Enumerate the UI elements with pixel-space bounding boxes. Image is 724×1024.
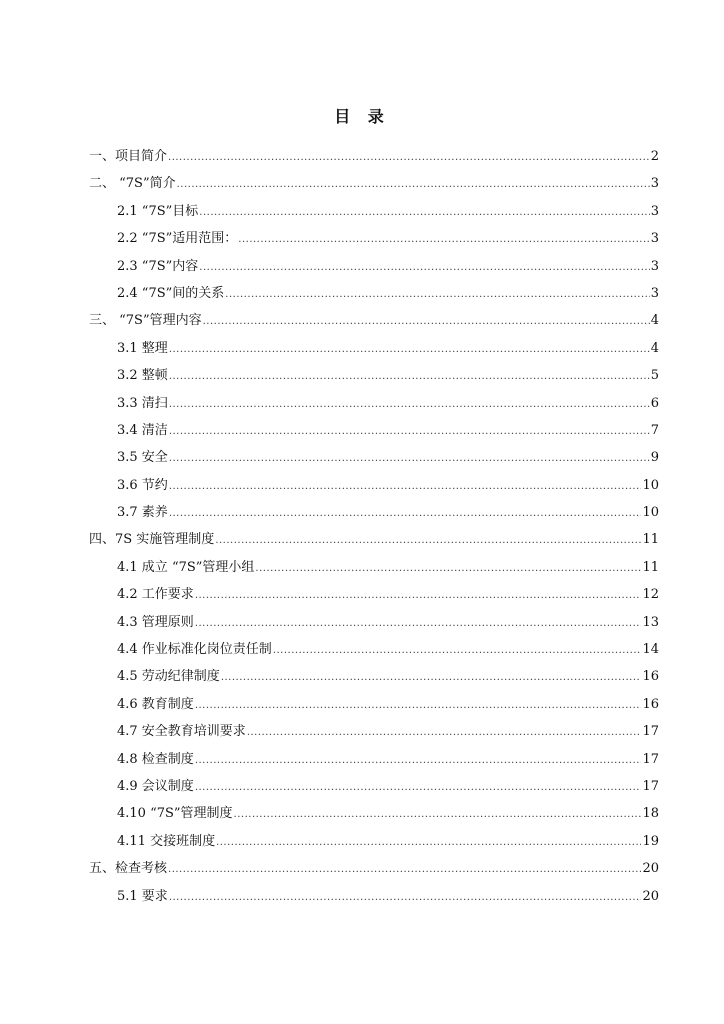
toc-entry[interactable] xyxy=(89,307,659,334)
toc-entry-label: 一、项目简介 xyxy=(89,149,168,164)
toc-entry-label: 5.1 要求 xyxy=(117,888,168,904)
toc-entry[interactable] xyxy=(89,773,659,800)
toc-entry-label: 四、7S 实施管理制度 xyxy=(89,532,215,548)
toc-entry-page: 9 xyxy=(650,450,659,466)
toc-dot-leader xyxy=(203,308,650,335)
toc-entry-page: 3 xyxy=(650,258,659,274)
toc-entry-page: 3 xyxy=(650,285,659,301)
toc-entry-label: 4.10 “7S”管理制度 xyxy=(117,806,233,822)
toc-dot-leader xyxy=(215,527,641,554)
toc-entry[interactable] xyxy=(89,554,659,581)
toc-entry-page: 3 xyxy=(650,203,659,219)
toc-entry[interactable] xyxy=(89,746,659,773)
toc-dot-leader xyxy=(255,555,641,582)
toc-dot-leader xyxy=(195,610,642,637)
toc-entry-label: 3.5 安全 xyxy=(117,450,168,466)
toc-entry-label: 3.3 清扫 xyxy=(117,395,168,411)
toc-entry[interactable] xyxy=(89,828,659,855)
toc-dot-leader xyxy=(177,171,650,198)
toc-entry[interactable] xyxy=(89,636,659,663)
toc-dot-leader xyxy=(234,801,642,828)
toc-entry[interactable] xyxy=(89,609,659,636)
toc-dot-leader xyxy=(195,747,642,774)
toc-entry-label: 4.7 安全教育培训要求 xyxy=(117,724,246,740)
toc-entry-page: 12 xyxy=(642,587,659,603)
toc-entry[interactable] xyxy=(89,170,659,197)
toc-entry[interactable] xyxy=(89,472,659,499)
toc-entry-label: 三、 “7S”管理内容 xyxy=(89,313,202,329)
toc-entry[interactable] xyxy=(89,581,659,608)
toc-title: 目 录 xyxy=(334,107,390,126)
toc-dot-leader xyxy=(169,363,650,390)
toc-entry-label: 4.5 劳动纪律制度 xyxy=(117,669,220,685)
toc-dot-leader xyxy=(225,281,649,308)
toc-entry-page: 14 xyxy=(642,642,659,658)
toc-entry-label: 3.2 整顿 xyxy=(117,368,168,384)
toc-entry[interactable] xyxy=(89,800,659,827)
toc-entry-label: 4.8 检查制度 xyxy=(117,751,194,767)
toc-entry-label: 3.7 素养 xyxy=(117,505,168,521)
toc-dot-leader xyxy=(169,473,642,500)
toc-entry-label: 4.11 交接班制度 xyxy=(117,833,216,849)
toc-entry[interactable] xyxy=(89,526,659,553)
toc-dot-leader xyxy=(169,391,650,418)
toc-entry[interactable] xyxy=(89,362,659,389)
toc-dot-leader xyxy=(238,226,649,253)
toc-entry-label: 3.1 整理 xyxy=(117,340,168,356)
toc-dot-leader xyxy=(169,445,650,472)
toc-entry[interactable] xyxy=(89,444,659,471)
toc-entry-label: 4.6 教育制度 xyxy=(117,696,194,712)
toc-entry-label: 五、检查考核 xyxy=(89,861,168,877)
toc-dot-leader xyxy=(195,692,642,719)
toc-dot-leader xyxy=(169,336,650,363)
toc-entry[interactable] xyxy=(89,198,659,225)
toc-dot-leader xyxy=(247,719,642,746)
toc-entry-label: 4.2 工作要求 xyxy=(117,587,194,603)
toc-entry-label: 4.3 管理原则 xyxy=(117,614,194,630)
toc-entry[interactable] xyxy=(89,691,659,718)
toc-entry-page: 18 xyxy=(642,806,659,822)
toc-entry-page: 20 xyxy=(642,861,659,877)
toc-dot-leader xyxy=(169,500,642,527)
toc-entry-label: 2.2 “7S”适用范围： xyxy=(117,231,238,247)
toc-entry-page: 2 xyxy=(650,149,659,164)
toc-entry-label: 二、 “7S”简介 xyxy=(89,176,176,192)
toc-entry-page: 3 xyxy=(650,176,659,192)
toc-entry-page: 10 xyxy=(642,505,659,521)
toc-entry-page: 17 xyxy=(642,751,659,767)
toc-entry-label: 4.1 成立 “7S”管理小组 xyxy=(117,559,255,575)
toc-dot-leader xyxy=(221,664,642,691)
toc-entry-label: 4.9 会议制度 xyxy=(117,778,194,794)
toc-entry-page: 11 xyxy=(642,532,659,548)
toc-entry-page: 13 xyxy=(642,614,659,630)
toc-entry-page: 6 xyxy=(650,395,659,411)
toc-entry-page: 5 xyxy=(650,368,659,384)
toc-entry-label: 2.3 “7S”内容 xyxy=(117,258,199,274)
toc-entry[interactable] xyxy=(89,417,659,444)
toc-dot-leader xyxy=(169,884,642,911)
toc-list xyxy=(89,143,659,910)
toc-entry-label: 3.4 清洁 xyxy=(117,422,168,438)
toc-entry-label: 4.4 作业标准化岗位责任制 xyxy=(117,642,272,658)
toc-dot-leader xyxy=(216,829,641,856)
toc-dot-leader xyxy=(169,418,650,445)
toc-entry-page: 20 xyxy=(642,888,659,904)
toc-entry-page: 17 xyxy=(642,724,659,740)
toc-entry[interactable] xyxy=(89,499,659,526)
toc-entry-page: 4 xyxy=(650,313,659,329)
toc-dot-leader xyxy=(168,144,650,171)
toc-entry-page: 3 xyxy=(650,231,659,247)
toc-dot-leader xyxy=(199,199,649,226)
toc-entry[interactable] xyxy=(89,855,659,882)
toc-dot-leader xyxy=(273,637,642,664)
toc-entry[interactable] xyxy=(89,335,659,362)
toc-entry-page: 19 xyxy=(642,833,659,849)
toc-entry-label: 2.1 “7S”目标 xyxy=(117,203,199,219)
toc-dot-leader xyxy=(195,582,642,609)
toc-entry[interactable] xyxy=(89,280,659,307)
toc-entry-label: 3.6 节约 xyxy=(117,477,168,493)
toc-dot-leader xyxy=(199,254,649,281)
toc-entry[interactable] xyxy=(89,253,659,280)
toc-entry-label: 2.4 “7S”间的关系 xyxy=(117,285,225,301)
toc-entry-page: 17 xyxy=(642,778,659,794)
toc-entry-page: 11 xyxy=(642,559,659,575)
toc-entry-page: 10 xyxy=(642,477,659,493)
toc-entry[interactable] xyxy=(89,390,659,417)
toc-entry[interactable] xyxy=(89,718,659,745)
toc-dot-leader xyxy=(168,856,641,883)
toc-entry-page: 16 xyxy=(642,696,659,712)
toc-entry[interactable] xyxy=(89,225,659,252)
toc-entry-page: 4 xyxy=(650,340,659,356)
toc-entry[interactable] xyxy=(89,663,659,690)
toc-entry[interactable] xyxy=(89,883,659,910)
toc-dot-leader xyxy=(195,774,642,801)
toc-entry-page: 7 xyxy=(650,422,659,438)
toc-entry[interactable] xyxy=(89,143,659,170)
toc-entry-page: 16 xyxy=(642,669,659,685)
